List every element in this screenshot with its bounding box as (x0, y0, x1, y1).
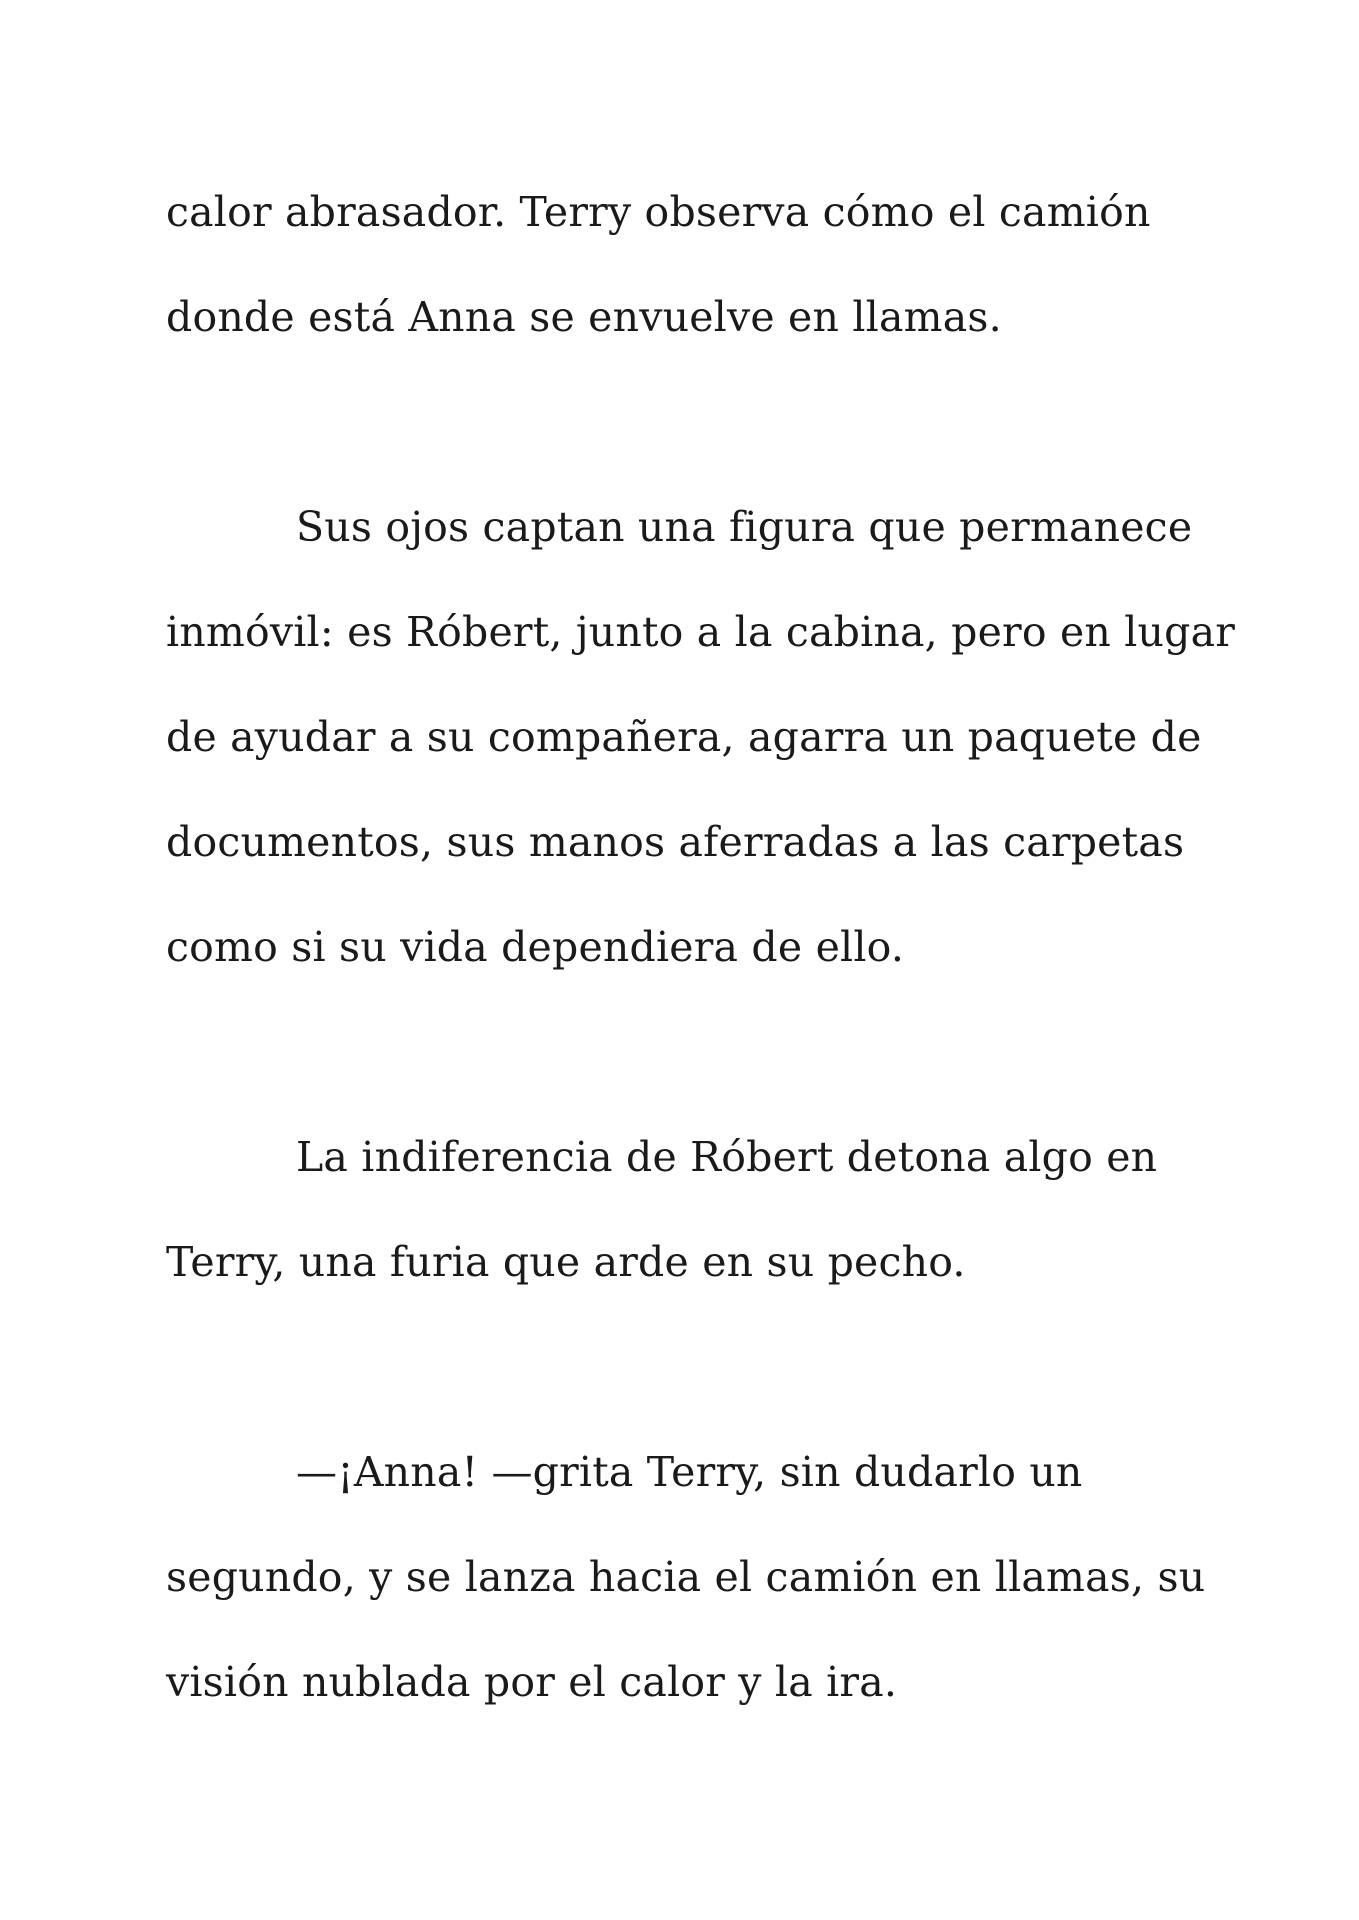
text-line: como si su vida dependiera de ello. (166, 923, 905, 971)
text-line: donde está Anna se envuelve en llamas. (166, 293, 1002, 341)
paragraph (166, 160, 1226, 370)
text-line: inmóvil: es Róbert, junto a la cabina, pero en lugar (166, 608, 1236, 656)
paragraph (166, 1420, 1226, 1735)
paragraph-gap (166, 370, 1226, 475)
text-line: Terry, una furia que arde en su pecho. (166, 1238, 966, 1286)
paragraph-gap (166, 1315, 1226, 1420)
paragraph (166, 475, 1236, 1000)
text-line: calor abrasador. Terry observa cómo el camión (166, 188, 1151, 236)
text-line: de ayudar a su compañera, agarra un paquete de (166, 713, 1202, 761)
body-text (166, 160, 1236, 1735)
paragraph (166, 1105, 1226, 1315)
text-line: Sus ojos captan una figura que permanece (296, 503, 1193, 551)
text-line: —¡Anna! —grita Terry, sin dudarlo un (296, 1448, 1083, 1496)
text-line: visión nublada por el calor y la ira. (166, 1658, 898, 1706)
text-line: documentos, sus manos aferradas a las carpetas (166, 818, 1185, 866)
text-line: segundo, y se lanza hacia el camión en llamas, su (166, 1553, 1206, 1601)
paragraph-gap (166, 1000, 1226, 1105)
text-line: La indiferencia de Róbert detona algo en (296, 1133, 1158, 1181)
